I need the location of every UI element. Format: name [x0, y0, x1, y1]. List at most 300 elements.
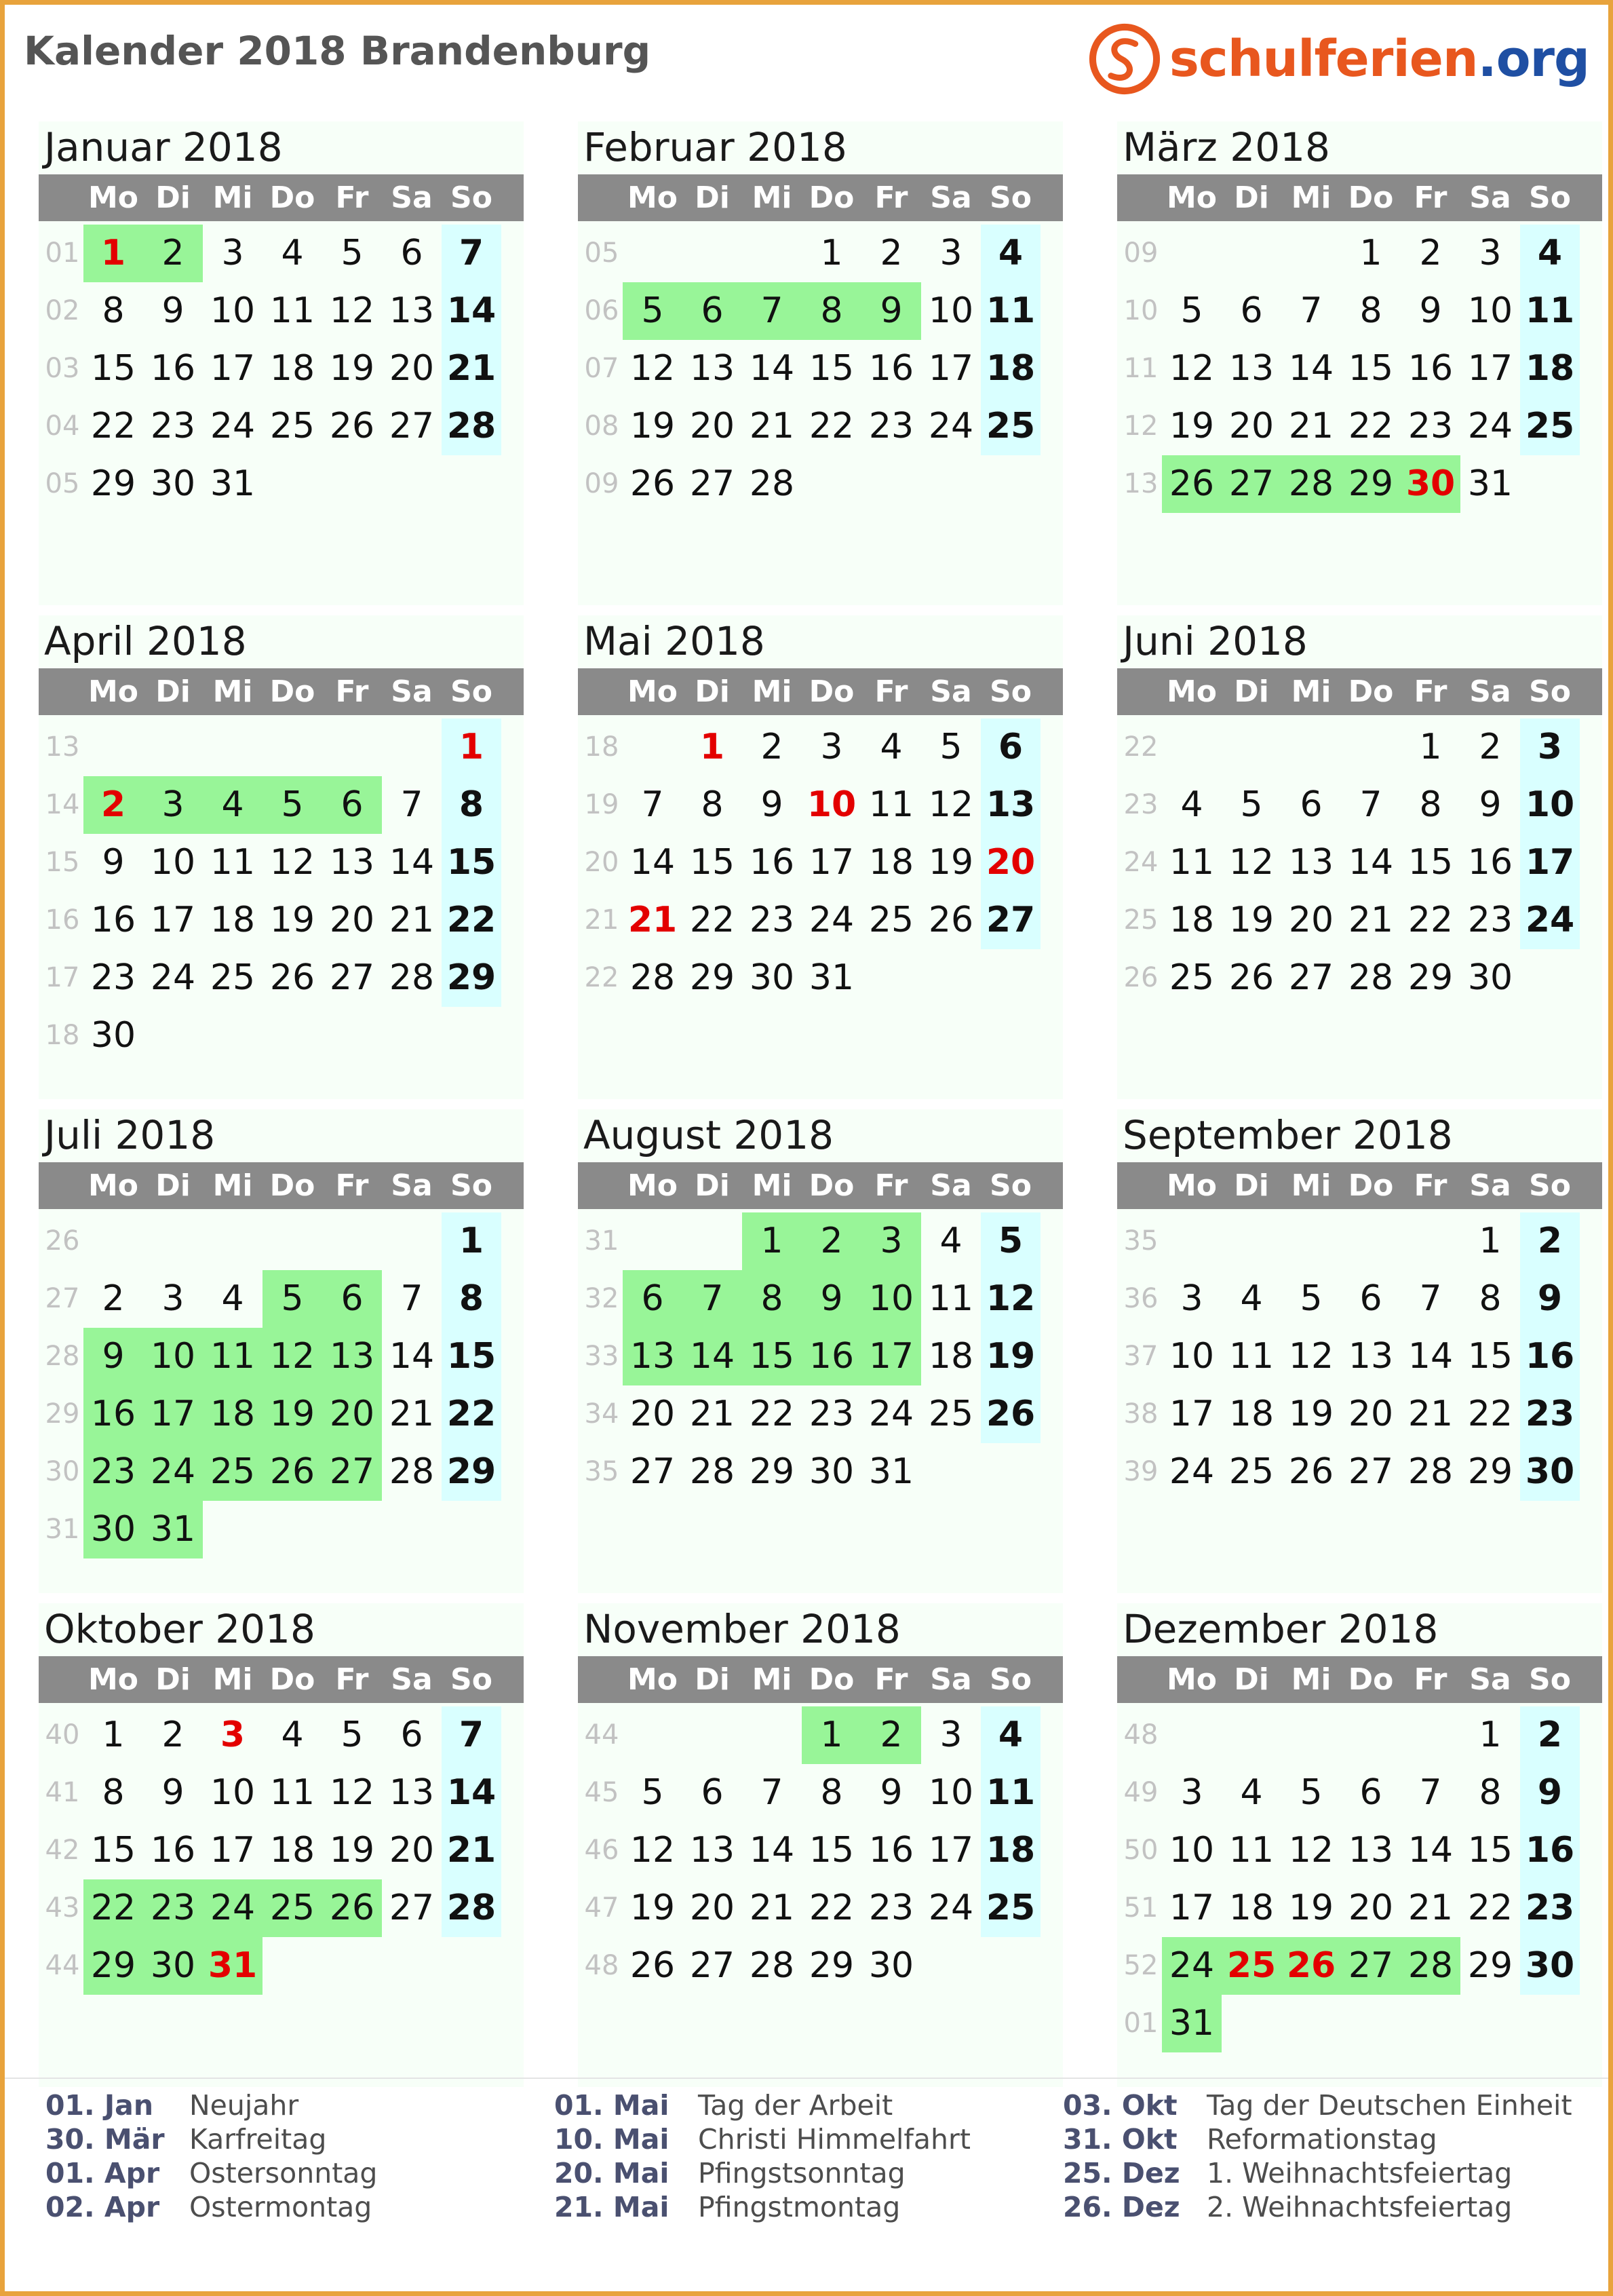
day-cell[interactable]: 23 — [749, 900, 795, 940]
day-cell[interactable]: 3 — [939, 233, 963, 273]
day-cell[interactable]: 26 — [928, 900, 974, 940]
day-cell[interactable]: 3 — [221, 233, 244, 273]
day-cell[interactable]: 19 — [1169, 406, 1215, 446]
day-cell[interactable]: 30 — [1520, 1937, 1580, 1995]
day-cell[interactable]: 2 — [83, 776, 143, 834]
day-cell[interactable]: 15 — [1348, 348, 1394, 389]
day-cell[interactable]: 7 — [1419, 1772, 1442, 1813]
day-cell[interactable]: 8 — [442, 1270, 501, 1328]
day-cell[interactable]: 28 — [1281, 455, 1341, 513]
day-cell[interactable]: 22 — [689, 900, 735, 940]
day-cell[interactable]: 13 — [1348, 1336, 1394, 1377]
day-cell[interactable]: 12 — [329, 1772, 375, 1813]
day-cell[interactable]: 13 — [689, 1830, 735, 1871]
day-cell[interactable]: 24 — [150, 957, 196, 998]
day-cell[interactable]: 24 — [809, 900, 855, 940]
day-cell[interactable]: 6 — [1359, 1772, 1382, 1813]
day-cell[interactable]: 13 — [322, 1328, 382, 1385]
day-cell[interactable]: 3 — [820, 727, 843, 767]
day-cell[interactable]: 14 — [442, 1764, 501, 1822]
day-cell[interactable]: 4 — [981, 1706, 1041, 1764]
day-cell[interactable]: 14 — [1407, 1336, 1454, 1377]
day-cell[interactable]: 16 — [83, 1385, 143, 1443]
day-cell[interactable]: 12 — [629, 1830, 676, 1871]
day-cell[interactable]: 13 — [981, 776, 1041, 834]
day-cell[interactable]: 14 — [1288, 348, 1334, 389]
day-cell[interactable]: 23 — [868, 1888, 914, 1928]
day-cell[interactable]: 26 — [1162, 455, 1222, 513]
day-cell[interactable]: 25 — [1169, 957, 1215, 998]
day-cell[interactable]: 16 — [802, 1328, 861, 1385]
day-cell[interactable]: 10 — [861, 1270, 921, 1328]
day-cell[interactable]: 8 — [102, 290, 125, 331]
day-cell[interactable]: 29 — [442, 949, 501, 1007]
day-cell[interactable]: 9 — [1479, 784, 1502, 825]
day-cell[interactable]: 21 — [442, 340, 501, 398]
day-cell[interactable]: 12 — [1288, 1830, 1334, 1871]
day-cell[interactable]: 24 — [203, 1879, 263, 1937]
day-cell[interactable]: 24 — [1169, 1451, 1215, 1492]
day-cell[interactable]: 4 — [1520, 225, 1580, 282]
day-cell[interactable]: 14 — [749, 1830, 795, 1871]
day-cell[interactable]: 31 — [143, 1501, 203, 1558]
day-cell[interactable]: 29 — [83, 1937, 143, 1995]
day-cell[interactable]: 25 — [1228, 1451, 1275, 1492]
day-cell[interactable]: 8 — [1359, 290, 1382, 331]
day-cell[interactable]: 21 — [442, 1822, 501, 1879]
day-cell[interactable]: 14 — [442, 282, 501, 340]
day-cell[interactable]: 29 — [1467, 1945, 1513, 1986]
day-cell[interactable]: 21 — [1288, 406, 1334, 446]
day-cell[interactable]: 19 — [1288, 1394, 1334, 1434]
day-cell[interactable]: 9 — [161, 290, 184, 331]
day-cell[interactable]: 14 — [749, 348, 795, 389]
day-cell[interactable]: 22 — [1467, 1394, 1513, 1434]
day-cell[interactable]: 27 — [322, 1443, 382, 1501]
day-cell[interactable]: 15 — [742, 1328, 802, 1385]
day-cell[interactable]: 20 — [322, 1385, 382, 1443]
day-cell[interactable]: 7 — [742, 282, 802, 340]
day-cell[interactable]: 6 — [623, 1270, 682, 1328]
day-cell[interactable]: 21 — [389, 900, 435, 940]
day-cell[interactable]: 5 — [641, 1772, 664, 1813]
day-cell[interactable]: 2 — [760, 727, 783, 767]
day-cell[interactable]: 26 — [1281, 1937, 1341, 1995]
day-cell[interactable]: 23 — [150, 406, 196, 446]
day-cell[interactable]: 14 — [682, 1328, 742, 1385]
day-cell[interactable]: 1 — [742, 1212, 802, 1270]
day-cell[interactable]: 19 — [928, 842, 974, 883]
day-cell[interactable]: 29 — [1407, 957, 1454, 998]
day-cell[interactable]: 21 — [1407, 1888, 1454, 1928]
day-cell[interactable]: 28 — [629, 957, 676, 998]
day-cell[interactable]: 7 — [1359, 784, 1382, 825]
day-cell[interactable]: 25 — [981, 398, 1041, 455]
day-cell[interactable]: 22 — [442, 892, 501, 949]
day-cell[interactable]: 30 — [150, 463, 196, 504]
day-cell[interactable]: 2 — [1479, 727, 1502, 767]
day-cell[interactable]: 3 — [1520, 719, 1580, 776]
day-cell[interactable]: 9 — [760, 784, 783, 825]
day-cell[interactable]: 28 — [442, 398, 501, 455]
day-cell[interactable]: 14 — [389, 1336, 435, 1377]
day-cell[interactable]: 15 — [809, 348, 855, 389]
day-cell[interactable]: 9 — [802, 1270, 861, 1328]
day-cell[interactable]: 22 — [1467, 1888, 1513, 1928]
day-cell[interactable]: 12 — [1228, 842, 1275, 883]
day-cell[interactable]: 31 — [868, 1451, 914, 1492]
day-cell[interactable]: 28 — [1401, 1937, 1460, 1995]
day-cell[interactable]: 4 — [1180, 784, 1203, 825]
day-cell[interactable]: 15 — [809, 1830, 855, 1871]
day-cell[interactable]: 27 — [689, 463, 735, 504]
day-cell[interactable]: 1 — [1479, 1221, 1502, 1261]
day-cell[interactable]: 6 — [981, 719, 1041, 776]
day-cell[interactable]: 6 — [701, 1772, 724, 1813]
day-cell[interactable]: 30 — [143, 1937, 203, 1995]
day-cell[interactable]: 6 — [1300, 784, 1323, 825]
day-cell[interactable]: 20 — [1288, 900, 1334, 940]
day-cell[interactable]: 18 — [868, 842, 914, 883]
day-cell[interactable]: 19 — [329, 348, 375, 389]
day-cell[interactable]: 16 — [1520, 1328, 1580, 1385]
day-cell[interactable]: 17 — [1169, 1394, 1215, 1434]
day-cell[interactable]: 1 — [802, 1706, 861, 1764]
day-cell[interactable]: 5 — [1300, 1772, 1323, 1813]
day-cell[interactable]: 27 — [389, 406, 435, 446]
day-cell[interactable]: 1 — [699, 727, 725, 767]
day-cell[interactable]: 11 — [269, 290, 315, 331]
day-cell[interactable]: 11 — [269, 1772, 315, 1813]
day-cell[interactable]: 29 — [90, 463, 136, 504]
day-cell[interactable]: 6 — [400, 233, 423, 273]
day-cell[interactable]: 10 — [150, 842, 196, 883]
day-cell[interactable]: 23 — [143, 1879, 203, 1937]
day-cell[interactable]: 24 — [1162, 1937, 1222, 1995]
day-cell[interactable]: 4 — [939, 1221, 963, 1261]
day-cell[interactable]: 10 — [928, 290, 974, 331]
day-cell[interactable]: 13 — [389, 290, 435, 331]
day-cell[interactable]: 3 — [1479, 233, 1502, 273]
day-cell[interactable]: 29 — [1341, 455, 1401, 513]
day-cell[interactable]: 28 — [389, 957, 435, 998]
day-cell[interactable]: 13 — [1228, 348, 1275, 389]
day-cell[interactable]: 9 — [861, 282, 921, 340]
day-cell[interactable]: 13 — [689, 348, 735, 389]
day-cell[interactable]: 4 — [203, 776, 263, 834]
day-cell[interactable]: 22 — [1348, 406, 1394, 446]
day-cell[interactable]: 25 — [868, 900, 914, 940]
day-cell[interactable]: 16 — [749, 842, 795, 883]
day-cell[interactable]: 24 — [1520, 892, 1580, 949]
day-cell[interactable]: 18 — [981, 1822, 1041, 1879]
day-cell[interactable]: 11 — [981, 1764, 1041, 1822]
day-cell[interactable]: 20 — [329, 900, 375, 940]
day-cell[interactable]: 17 — [928, 348, 974, 389]
day-cell[interactable]: 2 — [802, 1212, 861, 1270]
day-cell[interactable]: 17 — [210, 1830, 256, 1871]
day-cell[interactable]: 23 — [1520, 1879, 1580, 1937]
day-cell[interactable]: 6 — [1359, 1278, 1382, 1319]
day-cell[interactable]: 17 — [928, 1830, 974, 1871]
day-cell[interactable]: 29 — [442, 1443, 501, 1501]
day-cell[interactable]: 23 — [1467, 900, 1513, 940]
day-cell[interactable]: 23 — [83, 1443, 143, 1501]
day-cell[interactable]: 23 — [809, 1394, 855, 1434]
day-cell[interactable]: 24 — [210, 406, 256, 446]
day-cell[interactable]: 10 — [806, 784, 857, 825]
day-cell[interactable]: 1 — [102, 1715, 125, 1755]
day-cell[interactable]: 18 — [1228, 1888, 1275, 1928]
day-cell[interactable]: 31 — [203, 1937, 263, 1995]
day-cell[interactable]: 15 — [442, 1328, 501, 1385]
day-cell[interactable]: 8 — [820, 1772, 843, 1813]
day-cell[interactable]: 25 — [263, 1879, 322, 1937]
day-cell[interactable]: 1 — [1359, 233, 1382, 273]
day-cell[interactable]: 9 — [161, 1772, 184, 1813]
day-cell[interactable]: 13 — [1348, 1830, 1394, 1871]
day-cell[interactable]: 20 — [981, 834, 1041, 892]
day-cell[interactable]: 21 — [1407, 1394, 1454, 1434]
day-cell[interactable]: 6 — [400, 1715, 423, 1755]
day-cell[interactable]: 23 — [1520, 1385, 1580, 1443]
day-cell[interactable]: 2 — [102, 1278, 125, 1319]
day-cell[interactable]: 11 — [203, 1328, 263, 1385]
day-cell[interactable]: 15 — [442, 834, 501, 892]
day-cell[interactable]: 21 — [627, 900, 678, 940]
day-cell[interactable]: 24 — [928, 406, 974, 446]
day-cell[interactable]: 9 — [880, 1772, 903, 1813]
day-cell[interactable]: 19 — [629, 406, 676, 446]
day-cell[interactable]: 28 — [389, 1451, 435, 1492]
day-cell[interactable]: 7 — [760, 1772, 783, 1813]
day-cell[interactable]: 3 — [861, 1212, 921, 1270]
day-cell[interactable]: 27 — [1341, 1937, 1401, 1995]
day-cell[interactable]: 21 — [749, 1888, 795, 1928]
day-cell[interactable]: 2 — [1520, 1212, 1580, 1270]
day-cell[interactable]: 25 — [981, 1879, 1041, 1937]
day-cell[interactable]: 3 — [1180, 1772, 1203, 1813]
day-cell[interactable]: 28 — [442, 1879, 501, 1937]
day-cell[interactable]: 7 — [682, 1270, 742, 1328]
day-cell[interactable]: 7 — [400, 1278, 423, 1319]
day-cell[interactable]: 31 — [1162, 1995, 1222, 2052]
day-cell[interactable]: 19 — [269, 900, 315, 940]
day-cell[interactable]: 30 — [83, 1501, 143, 1558]
day-cell[interactable]: 11 — [928, 1278, 974, 1319]
day-cell[interactable]: 21 — [749, 406, 795, 446]
day-cell[interactable]: 30 — [1401, 455, 1460, 513]
day-cell[interactable]: 7 — [400, 784, 423, 825]
day-cell[interactable]: 17 — [1467, 348, 1513, 389]
day-cell[interactable]: 15 — [1467, 1830, 1513, 1871]
day-cell[interactable]: 5 — [623, 282, 682, 340]
day-cell[interactable]: 25 — [203, 1443, 263, 1501]
day-cell[interactable]: 17 — [1169, 1888, 1215, 1928]
day-cell[interactable]: 30 — [749, 957, 795, 998]
day-cell[interactable]: 30 — [90, 1015, 136, 1056]
day-cell[interactable]: 16 — [150, 1830, 196, 1871]
day-cell[interactable]: 3 — [1180, 1278, 1203, 1319]
day-cell[interactable]: 12 — [928, 784, 974, 825]
day-cell[interactable]: 10 — [210, 1772, 256, 1813]
day-cell[interactable]: 1 — [442, 719, 501, 776]
day-cell[interactable]: 27 — [389, 1888, 435, 1928]
day-cell[interactable]: 4 — [1240, 1772, 1263, 1813]
day-cell[interactable]: 19 — [629, 1888, 676, 1928]
day-cell[interactable]: 2 — [1520, 1706, 1580, 1764]
day-cell[interactable]: 5 — [981, 1212, 1041, 1270]
day-cell[interactable]: 10 — [210, 290, 256, 331]
day-cell[interactable]: 1 — [1479, 1715, 1502, 1755]
day-cell[interactable]: 27 — [329, 957, 375, 998]
day-cell[interactable]: 11 — [210, 842, 256, 883]
day-cell[interactable]: 9 — [1520, 1270, 1580, 1328]
day-cell[interactable]: 5 — [1180, 290, 1203, 331]
day-cell[interactable]: 3 — [939, 1715, 963, 1755]
day-cell[interactable]: 5 — [1240, 784, 1263, 825]
day-cell[interactable]: 12 — [1288, 1336, 1334, 1377]
day-cell[interactable]: 12 — [329, 290, 375, 331]
day-cell[interactable]: 2 — [143, 225, 203, 282]
day-cell[interactable]: 15 — [90, 348, 136, 389]
day-cell[interactable]: 9 — [1419, 290, 1442, 331]
day-cell[interactable]: 20 — [1348, 1394, 1394, 1434]
day-cell[interactable]: 9 — [83, 1328, 143, 1385]
day-cell[interactable]: 21 — [389, 1394, 435, 1434]
day-cell[interactable]: 27 — [689, 1945, 735, 1986]
day-cell[interactable]: 24 — [143, 1443, 203, 1501]
day-cell[interactable]: 16 — [1407, 348, 1454, 389]
day-cell[interactable]: 7 — [1419, 1278, 1442, 1319]
day-cell[interactable]: 26 — [629, 1945, 676, 1986]
day-cell[interactable]: 24 — [928, 1888, 974, 1928]
day-cell[interactable]: 22 — [90, 406, 136, 446]
day-cell[interactable]: 29 — [689, 957, 735, 998]
day-cell[interactable]: 7 — [442, 1706, 501, 1764]
day-cell[interactable]: 11 — [868, 784, 914, 825]
day-cell[interactable]: 10 — [1169, 1830, 1215, 1871]
day-cell[interactable]: 20 — [629, 1394, 676, 1434]
day-cell[interactable]: 30 — [868, 1945, 914, 1986]
day-cell[interactable]: 14 — [389, 842, 435, 883]
day-cell[interactable]: 22 — [83, 1879, 143, 1937]
day-cell[interactable]: 4 — [221, 1278, 244, 1319]
day-cell[interactable]: 26 — [322, 1879, 382, 1937]
day-cell[interactable]: 12 — [269, 842, 315, 883]
day-cell[interactable]: 2 — [1419, 233, 1442, 273]
day-cell[interactable]: 31 — [809, 957, 855, 998]
day-cell[interactable]: 25 — [269, 406, 315, 446]
day-cell[interactable]: 19 — [1228, 900, 1275, 940]
day-cell[interactable]: 15 — [1407, 842, 1454, 883]
day-cell[interactable]: 16 — [90, 900, 136, 940]
day-cell[interactable]: 3 — [161, 1278, 184, 1319]
day-cell[interactable]: 11 — [1228, 1336, 1275, 1377]
day-cell[interactable]: 6 — [682, 282, 742, 340]
day-cell[interactable]: 14 — [629, 842, 676, 883]
day-cell[interactable]: 18 — [269, 1830, 315, 1871]
day-cell[interactable]: 2 — [161, 1715, 184, 1755]
day-cell[interactable]: 12 — [629, 348, 676, 389]
day-cell[interactable]: 22 — [809, 1888, 855, 1928]
day-cell[interactable]: 18 — [928, 1336, 974, 1377]
day-cell[interactable]: 28 — [749, 1945, 795, 1986]
day-cell[interactable]: 20 — [389, 348, 435, 389]
day-cell[interactable]: 17 — [150, 900, 196, 940]
day-cell[interactable]: 11 — [1169, 842, 1215, 883]
day-cell[interactable]: 25 — [1520, 398, 1580, 455]
day-cell[interactable]: 9 — [102, 842, 125, 883]
day-cell[interactable]: 22 — [809, 406, 855, 446]
day-cell[interactable]: 31 — [1467, 463, 1513, 504]
day-cell[interactable]: 11 — [1520, 282, 1580, 340]
day-cell[interactable]: 17 — [809, 842, 855, 883]
day-cell[interactable]: 16 — [1520, 1822, 1580, 1879]
day-cell[interactable]: 8 — [701, 784, 724, 825]
day-cell[interactable]: 19 — [263, 1385, 322, 1443]
day-cell[interactable]: 25 — [928, 1394, 974, 1434]
day-cell[interactable]: 15 — [90, 1830, 136, 1871]
day-cell[interactable]: 25 — [210, 957, 256, 998]
day-cell[interactable]: 16 — [868, 348, 914, 389]
day-cell[interactable]: 6 — [322, 776, 382, 834]
day-cell[interactable]: 1 — [83, 225, 143, 282]
day-cell[interactable]: 27 — [981, 892, 1041, 949]
day-cell[interactable]: 15 — [689, 842, 735, 883]
day-cell[interactable]: 5 — [263, 1270, 322, 1328]
day-cell[interactable]: 13 — [329, 842, 375, 883]
day-cell[interactable]: 11 — [1228, 1830, 1275, 1871]
day-cell[interactable]: 30 — [1520, 1443, 1580, 1501]
day-cell[interactable]: 26 — [263, 1443, 322, 1501]
day-cell[interactable]: 26 — [981, 1385, 1041, 1443]
day-cell[interactable]: 26 — [269, 957, 315, 998]
day-cell[interactable]: 18 — [1228, 1394, 1275, 1434]
day-cell[interactable]: 15 — [1467, 1336, 1513, 1377]
day-cell[interactable]: 5 — [263, 776, 322, 834]
day-cell[interactable]: 26 — [329, 406, 375, 446]
day-cell[interactable]: 2 — [861, 1706, 921, 1764]
day-cell[interactable]: 4 — [880, 727, 903, 767]
day-cell[interactable]: 4 — [981, 225, 1041, 282]
day-cell[interactable]: 27 — [1288, 957, 1334, 998]
day-cell[interactable]: 5 — [341, 1715, 364, 1755]
day-cell[interactable]: 4 — [1240, 1278, 1263, 1319]
day-cell[interactable]: 14 — [1407, 1830, 1454, 1871]
day-cell[interactable]: 31 — [210, 463, 256, 504]
day-cell[interactable]: 18 — [210, 900, 256, 940]
day-cell[interactable]: 14 — [1348, 842, 1394, 883]
day-cell[interactable]: 8 — [802, 282, 861, 340]
day-cell[interactable]: 29 — [809, 1945, 855, 1986]
day-cell[interactable]: 21 — [689, 1394, 735, 1434]
day-cell[interactable]: 19 — [329, 1830, 375, 1871]
day-cell[interactable]: 10 — [928, 1772, 974, 1813]
day-cell[interactable]: 8 — [1419, 784, 1442, 825]
day-cell[interactable]: 18 — [203, 1385, 263, 1443]
day-cell[interactable]: 27 — [1348, 1451, 1394, 1492]
day-cell[interactable]: 22 — [749, 1394, 795, 1434]
day-cell[interactable]: 17 — [1520, 834, 1580, 892]
day-cell[interactable]: 27 — [1222, 455, 1281, 513]
day-cell[interactable]: 5 — [939, 727, 963, 767]
day-cell[interactable]: 23 — [1407, 406, 1454, 446]
day-cell[interactable]: 19 — [981, 1328, 1041, 1385]
day-cell[interactable]: 18 — [269, 348, 315, 389]
day-cell[interactable]: 17 — [210, 348, 256, 389]
day-cell[interactable]: 27 — [629, 1451, 676, 1492]
